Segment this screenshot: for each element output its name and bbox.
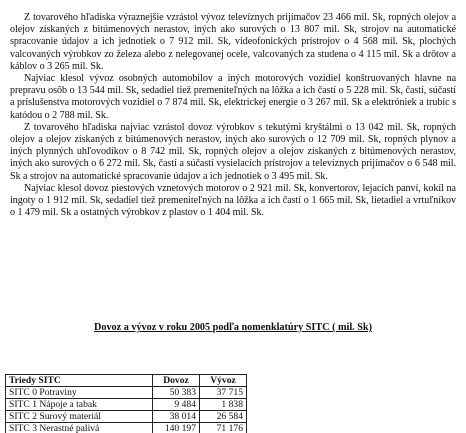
- cell-import: 50 383: [153, 387, 200, 399]
- paragraph-import-decline: Najviac klesol dovoz piestových vznetových motorov o 2 921 mil. Sk, konvertorov, lejacích panví, kokíl na ingoty o 1 912 mil. Sk, sedadiel tiež premeniteľných na lôžka a ich častí o 1 665 mil. Sk, lietadiel a vrtuľníkov o 1 479 mil. Sk a ostatných výrobkov z plastov o 1 404 mil. Sk.: [10, 182, 456, 219]
- cell-import: 140 197: [153, 423, 200, 433]
- cell-export: 26 584: [200, 411, 247, 423]
- paragraph-export-growth: Z tovarového hľadiska výraznejšie vzrástol vývoz televíznych prijímačov 23 466 mil. Sk, ropných olejov a olejov získaných z bitúmenových nerastov, iných ako surových o 13 807 mil. Sk, strojov na automatické spracovanie údajov a ich jednotiek o 7 912 mil. Sk, videofonických prístrojov o 4 568 mil. Sk, plochých valcovaných výrobkov zo železa alebo z nelegovanej ocele, valcovaných za studena o 4 115 mil. Sk a drôtov a káblov o 3 265 mil. Sk.: [10, 12, 456, 72]
- body-text: [10, 12, 456, 219]
- sitc-table: [5, 374, 247, 433]
- cell-import: 9 484: [153, 399, 200, 411]
- cell-class: SITC 2 Surový materiál: [6, 411, 153, 423]
- table-title: Dovoz a vývoz v roku 2005 podľa nomenklatúry SITC ( mil. Sk): [94, 322, 372, 333]
- table-row: [6, 387, 247, 399]
- paragraph-export-decline: Najviac klesol vývoz osobných automobilov a iných motorových vozidiel konštruovaných hlavne na prepravu osôb o 13 544 mil. Sk, sedadiel tiež premeniteľných na lôžka a ich častí o 5 228 mil. Sk, častí, súčastí a príslušenstva motorových vozidiel o 7 874 mil. Sk, elektrickej energie o 3 267 mil. Sk a elektróniek a trubíc s katódou o 2 788 mil. Sk.: [10, 73, 456, 121]
- table-row: [6, 399, 247, 411]
- table-row: [6, 423, 247, 433]
- table-header-row: [6, 375, 247, 387]
- cell-class: SITC 3 Nerastné palivá: [6, 423, 153, 433]
- paragraph-import-growth: Z tovarového hľadiska najviac vzrástol dovoz výrobkov s tekutými kryštálmi o 13 042 mil. Sk, ropných olejov a olejov získaných z bitúmenových nerastov, iných ako surových o 12 709 mil. Sk, ropných plynov a iných plynných uhľovodíkov o 8 742 mil. Sk, ropných olejov a olejov získaných z bitúmenových nerastov, iných ako surových o 6 272 mil. Sk, častí a súčastí vysielacích prístrojov a televíznych prijímačov o 6 548 mil. Sk a strojov na automatické spracovanie údajov a ich jednotiek o 3 495 mil. Sk.: [10, 121, 456, 182]
- header-sitc-class: Triedy SITC: [6, 375, 153, 387]
- cell-import: 38 014: [153, 411, 200, 423]
- cell-class: SITC 1 Nápoje a tabak: [6, 399, 153, 411]
- cell-export: 71 176: [200, 423, 247, 433]
- header-export: Vývoz: [200, 375, 247, 387]
- cell-export: 37 715: [200, 387, 247, 399]
- cell-class: SITC 0 Potraviny: [6, 387, 153, 399]
- table-row: [6, 411, 247, 423]
- cell-export: 1 838: [200, 399, 247, 411]
- header-import: Dovoz: [153, 375, 200, 387]
